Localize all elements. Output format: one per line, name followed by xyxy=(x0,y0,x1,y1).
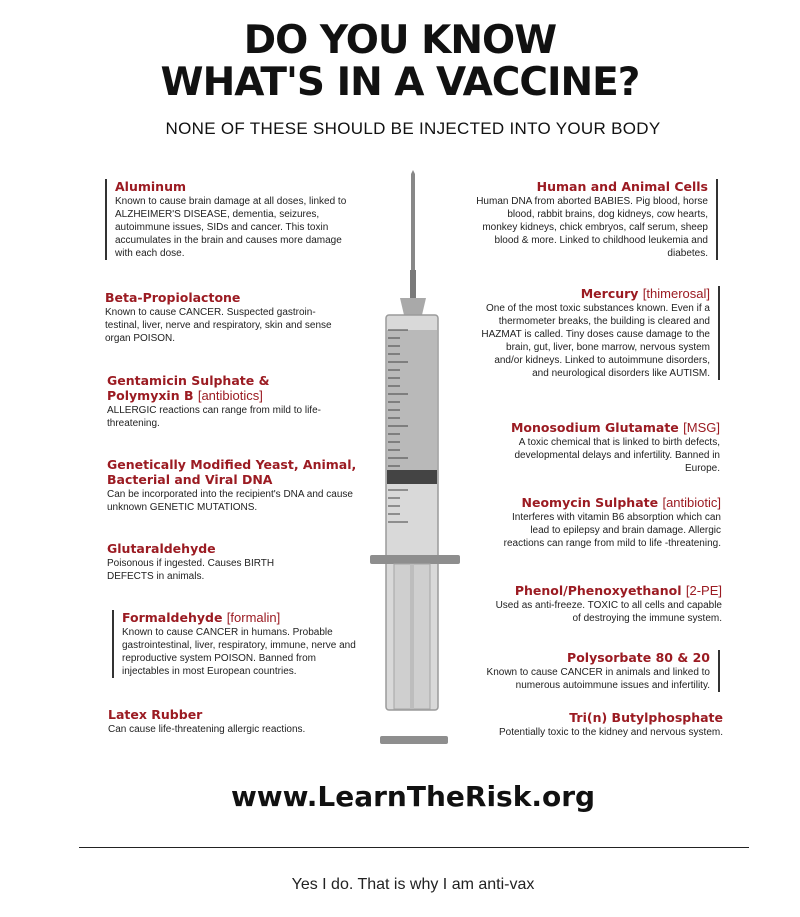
item-title: Tri(n) Butylphosphate xyxy=(569,710,723,725)
item-msg xyxy=(500,420,720,475)
item-tag: [antibiotic] xyxy=(662,495,721,510)
item-tag: [MSG] xyxy=(683,420,720,435)
item-title: Monosodium Glutamate [MSG] xyxy=(510,420,720,435)
website-url: www.LearnTheRisk.org xyxy=(230,780,596,813)
item-formaldehyde xyxy=(112,610,362,678)
item-title: Glutaraldehyde xyxy=(107,541,216,556)
item-butylphosphate xyxy=(468,710,723,739)
item-description: Can be incorporated into the recipient's DNA and cause unknown GENETIC MUTATIONS. xyxy=(107,489,353,513)
item-tag: [formalin] xyxy=(226,610,281,625)
item-title: Phenol/Phenoxyethanol [2-PE] xyxy=(514,583,722,598)
item-beta-propiolactone xyxy=(105,290,350,345)
item-phenol xyxy=(490,583,722,625)
item-description: Can cause life-threatening allergic reactions. xyxy=(108,724,306,735)
item-human-animal-cells xyxy=(470,179,718,260)
item-description: Used as anti-freeze. TOXIC to all cells and capable of destroying the immune system. xyxy=(495,600,722,624)
item-title: Genetically Modified Yeast, Animal, Bacterial and Viral DNA xyxy=(107,457,357,487)
subheadline: NONE OF THESE SHOULD BE INJECTED INTO YOUR BODY xyxy=(165,119,661,138)
item-description: Interferes with vitamin B6 absorption which can lead to epilepsy and brain damage. Allergic reactions can range from mild to life -threatening. xyxy=(503,512,721,549)
item-title: Human and Animal Cells xyxy=(536,179,708,194)
item-description: Known to cause CANCER in animals and linked to numerous autoimmune issues and infertility. xyxy=(486,667,710,691)
item-latex-rubber xyxy=(108,707,358,736)
item-title: Latex Rubber xyxy=(108,707,203,722)
item-description: Human DNA from aborted BABIES. Pig blood, horse blood, rabbit brains, dog kidneys, cow hearts, monkey kidneys, chick embryos, calf serum, sheep blood & more. Linked to childhood leukemia and diabetes. xyxy=(476,196,708,259)
item-tag: [2-PE] xyxy=(685,583,722,598)
item-neomycin xyxy=(495,495,721,550)
item-description: ALLERGIC reactions can range from mild to life-threatening. xyxy=(107,405,321,429)
item-gmo-dna xyxy=(107,457,357,514)
item-tag: [antibiotics] xyxy=(197,388,263,403)
syringe-icon xyxy=(360,170,470,750)
item-polysorbate xyxy=(470,650,720,692)
headline-line-2: WHAT'S IN A VACCINE? xyxy=(160,60,640,105)
item-description: Known to cause CANCER. Suspected gastroin-testinal, liver, nerve and respiratory, skin and sense organ POISON. xyxy=(105,307,332,344)
item-description: Known to cause brain damage at all doses, linked to ALZHEIMER'S DISEASE, dementia, seizures, autoimmune issues, SIDs and cancer. This toxin accumulates in the brain and causes more damage with each dose. xyxy=(115,196,347,259)
item-title: Beta-Propiolactone xyxy=(105,290,241,305)
divider xyxy=(79,847,749,848)
item-gentamicin xyxy=(107,373,322,430)
item-title: Aluminum xyxy=(115,179,186,194)
item-title: Formaldehyde [formalin] xyxy=(122,610,281,625)
item-mercury xyxy=(475,286,720,380)
headline-line-1: DO YOU KNOW xyxy=(243,18,557,63)
item-description: Poisonous if ingested. Causes BIRTH DEFECTS in animals. xyxy=(107,558,275,582)
item-description: One of the most toxic substances known. Even if a thermometer breaks, the building is cleared and HAZMAT is called. Tiny doses cause damage to the brain, gut, liver, bone marrow, nervous system and/or kidneys. Linked to autoimmune disorders, and neurological disorders like AUTISM. xyxy=(481,303,710,379)
item-title: Polysorbate 80 & 20 xyxy=(567,650,710,665)
item-aluminum xyxy=(105,179,350,260)
post-caption: Yes I do. That is why I am anti-vax xyxy=(291,876,535,893)
item-glutaraldehyde xyxy=(107,541,307,583)
item-description: A toxic chemical that is linked to birth defects, developmental delays and infertility. Banned in Europe. xyxy=(514,437,720,474)
item-title: Neomycin Sulphate [antibiotic] xyxy=(521,495,721,510)
item-title: Gentamicin Sulphate & Polymyxin B [antibiotics] xyxy=(107,373,270,403)
item-title: Mercury [thimerosal] xyxy=(580,286,710,301)
item-description: Potentially toxic to the kidney and nervous system. xyxy=(498,727,723,738)
item-tag: [thimerosal] xyxy=(642,286,710,301)
item-description: Known to cause CANCER in humans. Probable gastrointestinal, liver, respiratory, immune, nerve and reproductive system POISON. Banned from injectables in most European countries. xyxy=(122,627,356,677)
